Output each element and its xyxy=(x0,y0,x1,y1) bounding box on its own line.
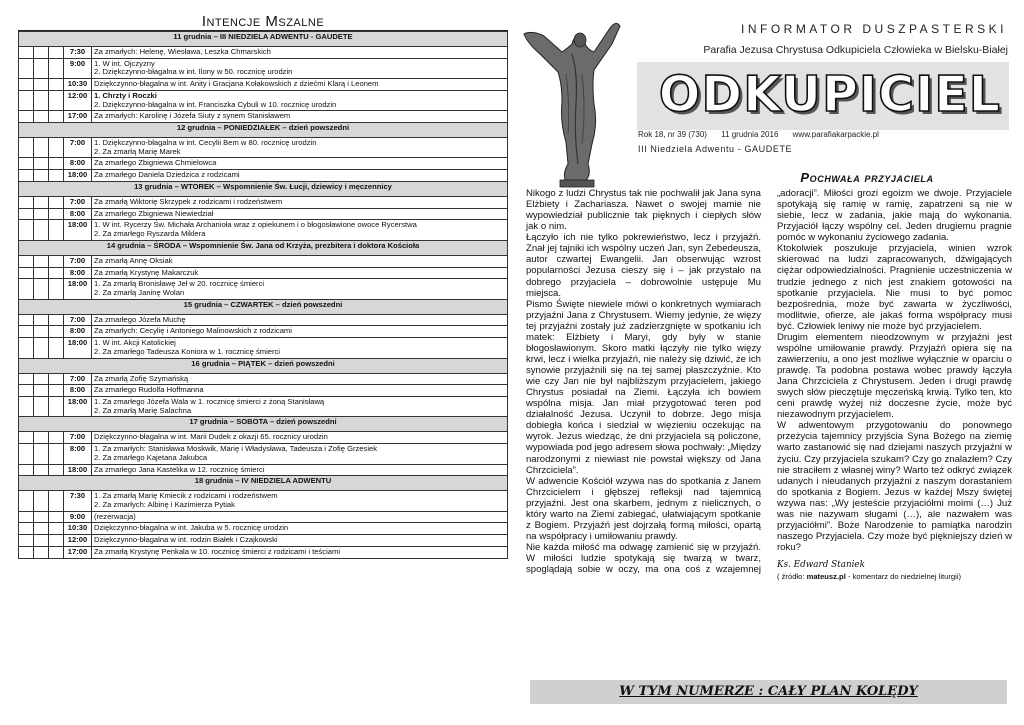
intention-line: 2. Za zmarłą Marię Marek xyxy=(94,146,181,156)
blank-cell xyxy=(19,267,34,279)
intention-row xyxy=(19,79,508,91)
blank-cell xyxy=(19,444,34,464)
intention-text xyxy=(92,90,508,110)
blank-cell xyxy=(49,444,64,464)
blank-cell xyxy=(34,326,49,338)
intention-line: 2. Za zmarłego Ryszarda Miklera xyxy=(94,229,206,239)
intention-text xyxy=(92,326,508,338)
mass-time: 18:00 xyxy=(64,279,92,299)
intention-line: Za zmarłego Józefa Muchę xyxy=(94,314,186,324)
mass-time: 7:00 xyxy=(64,255,92,267)
source-prefix: ( źródło: xyxy=(777,572,805,582)
parish-website: www.parafiakarpackie.pl xyxy=(792,130,879,139)
blank-cell xyxy=(34,511,49,523)
blank-cell xyxy=(19,158,34,170)
blank-cell xyxy=(49,47,64,59)
intention-line: Dziękczynno-błagalna w int. Marii Dudek z okazji 65. rocznicy urodzin xyxy=(94,432,328,442)
intention-text xyxy=(92,279,508,299)
intention-row xyxy=(19,255,508,267)
intention-row xyxy=(19,58,508,78)
mass-time: 18:00 xyxy=(64,464,92,476)
issue-number: Rok 18, nr 39 (730) xyxy=(638,130,707,139)
blank-cell xyxy=(19,546,34,558)
blank-cell xyxy=(34,158,49,170)
intention-line: 1. Za zmarłą Marię Kmiecik z rodzicami i rodzeństwem xyxy=(94,491,278,501)
intention-line: 1. Dziękczynno-błagalna w int. Cecylii Bem w 80. rocznicę urodzin xyxy=(94,138,317,148)
blank-cell xyxy=(49,432,64,444)
intention-text xyxy=(92,432,508,444)
intention-line: Dziękczynno-błagalna w int. Jakuba w 5. rocznicę urodzin xyxy=(94,523,289,533)
blank-cell xyxy=(34,546,49,558)
mass-time: 17:00 xyxy=(64,111,92,123)
mass-time: 18:00 xyxy=(64,396,92,416)
intention-text xyxy=(92,196,508,208)
blank-cell xyxy=(49,491,64,511)
blank-cell xyxy=(49,464,64,476)
article-paragraph: Nikogo z ludzi Chrystus tak nie pochwalił jak Jana syna Elżbiety i Zachariasza. Nawet o swojej mamie nie wypowiedział publicznie tak pięknych i ciepłych słów jak o nim. xyxy=(526,188,761,233)
article-source xyxy=(777,573,1012,582)
blank-cell xyxy=(34,385,49,397)
blank-cell xyxy=(49,255,64,267)
intention-line: Za zmarłych: Helenę, Wiesława, Leszka Chmarskich xyxy=(94,47,271,56)
intention-text xyxy=(92,138,508,158)
blank-cell xyxy=(34,58,49,78)
intention-text xyxy=(92,444,508,464)
mass-time: 7:00 xyxy=(64,314,92,326)
intention-text xyxy=(92,491,508,511)
day-heading: 18 grudnia – IV NIEDZIELA ADWENTU xyxy=(19,476,508,491)
intention-text xyxy=(92,158,508,170)
day-heading-row xyxy=(19,476,508,491)
blank-cell xyxy=(19,196,34,208)
mass-intentions-body xyxy=(19,32,508,559)
blank-cell xyxy=(19,279,34,299)
blank-cell xyxy=(49,396,64,416)
intention-text xyxy=(92,464,508,476)
blank-cell xyxy=(19,385,34,397)
mass-time: 10:30 xyxy=(64,523,92,535)
intention-text xyxy=(92,546,508,558)
mass-time: 7:30 xyxy=(64,491,92,511)
intention-text xyxy=(92,170,508,182)
day-heading: 11 grudnia – III NIEDZIELA ADWENTU - GAUDETE xyxy=(19,32,508,47)
masthead xyxy=(637,62,1009,130)
christ-statue-image xyxy=(522,14,622,189)
intention-text xyxy=(92,111,508,123)
mass-time: 12:00 xyxy=(64,535,92,547)
blank-cell xyxy=(19,314,34,326)
mass-time: 9:00 xyxy=(64,58,92,78)
blank-cell xyxy=(19,90,34,110)
intention-row xyxy=(19,546,508,558)
blank-cell xyxy=(19,138,34,158)
blank-cell xyxy=(19,511,34,523)
intention-line: Za zmarłego Zbigniewa Chmielowca xyxy=(94,158,217,168)
intention-text xyxy=(92,396,508,416)
intention-line: (rezerwacja) xyxy=(94,511,136,521)
intention-line: Za zmarłą Zofię Szymańską xyxy=(94,373,189,383)
blank-cell xyxy=(49,267,64,279)
article-body xyxy=(526,188,1012,678)
blank-cell xyxy=(19,220,34,240)
day-heading: 16 grudnia – PIĄTEK – dzień powszedni xyxy=(19,358,508,373)
day-heading: 14 grudnia – ŚRODA – Wspomnienie Św. Jana od Krzyża, prezbitera i doktora Kościoła xyxy=(19,240,508,255)
intention-row xyxy=(19,90,508,110)
blank-cell xyxy=(34,138,49,158)
blank-cell xyxy=(34,196,49,208)
intention-line: Za zmarłych: Karolinę i Józefa Siuty z synem Stanisławem xyxy=(94,111,291,121)
intention-line: 2. Za zmarłego Tadeusza Koniora w 1. rocznicę śmierci xyxy=(94,346,280,356)
blank-cell xyxy=(34,111,49,123)
blank-cell xyxy=(34,220,49,240)
article-paragraph: Pismo Święte niewiele mówi o konkretnych wymiarach przyjaźni Jana z Chrystusem. Wiemy jedynie, że więzy tej przyjaźni zostały już zadzierzgnięte w spotkaniu ich matek: Elżbiety i Maryi, gdy były w stanie błogosławionym. Skoro matki łączyły nie tylko więzy krwi, lecz i wielka przyjaźń, nie należy się dziwić, że ich synowie przyjaźnili się na tej samej płaszczyźnie. Kto wie czy Jan nie był najbliższym przyjacielem, jakiego Chrystus posiadał na Ziemi. Łączyła ich bowiem wspólna misja. Jan miał przygotować teren pod działalność Jezusa. Uczynił to dobrze. Jego misja dobiegła końca i siedział w więzieniu oczekując na wyrok. Jezus wiedząc, że dni przyjaciela są policzone, wypowiada pod jego adresem słowa pochwały: „Między narodzonymi z niewiast nie powstał większy od Jana Chrzciciela”. xyxy=(526,298,761,476)
intention-row xyxy=(19,338,508,358)
blank-cell xyxy=(49,338,64,358)
mass-time: 8:00 xyxy=(64,267,92,279)
intention-text xyxy=(92,267,508,279)
article-paragraph: Łączyło ich nie tylko pokrewieństwo, lecz i przyjaźń. Znał jej tajniki ich wspólny uczeń Jan, syn Zebedeusza, autor czwartej Ewangelii. Jan obserwując wzrost popularności Jezusa cieszy się i – jak przystało na dobrego przyjaciela – dobrowolnie ustępuje Mu miejsca. xyxy=(526,232,761,299)
intention-line: 1. W int. Ojczyzny xyxy=(94,58,155,68)
day-heading-row xyxy=(19,358,508,373)
blank-cell xyxy=(19,170,34,182)
blank-cell xyxy=(34,373,49,385)
intention-text xyxy=(92,385,508,397)
source-site: mateusz.pl xyxy=(806,572,846,582)
blank-cell xyxy=(34,79,49,91)
intention-line: Za zmarłych: Cecylię i Antoniego Malinowskich z rodzicami xyxy=(94,326,292,336)
intention-line: 1. Chrzty i Roczki xyxy=(94,90,157,100)
blank-cell xyxy=(49,170,64,182)
intention-row xyxy=(19,444,508,464)
intention-row xyxy=(19,279,508,299)
mass-time: 12:00 xyxy=(64,90,92,110)
bulletin-front-page xyxy=(512,0,1024,725)
intention-row xyxy=(19,385,508,397)
intention-line: Za zmarłego Rudolfa Hoffmanna xyxy=(94,385,204,395)
intencje-page xyxy=(18,12,508,717)
issue-banner: W TYM NUMERZE : CAŁY PLAN KOLĘDY xyxy=(530,680,1007,704)
issue-line xyxy=(638,130,1008,139)
blank-cell xyxy=(34,535,49,547)
intention-row xyxy=(19,267,508,279)
day-heading: 17 grudnia – SOBOTA – dzień powszedni xyxy=(19,417,508,432)
intention-text xyxy=(92,511,508,523)
blank-cell xyxy=(19,491,34,511)
intention-row xyxy=(19,491,508,511)
blank-cell xyxy=(49,111,64,123)
blank-cell xyxy=(19,79,34,91)
blank-cell xyxy=(49,138,64,158)
intention-line: 2. Za zmarłego Kajetana Jakubca xyxy=(94,452,208,462)
day-heading: 13 grudnia – WTOREK – Wspomnienie Św. Łucji, dziewicy i męczennicy xyxy=(19,181,508,196)
intention-line: Za zmarłą Annę Oksiak xyxy=(94,255,173,265)
informator-heading: INFORMATOR DUSZPASTERSKI xyxy=(740,22,1007,36)
mass-time: 7:30 xyxy=(64,47,92,59)
intention-line: 2. Dziękczynno-błagalna w int. Franciszka Cybuli w 10. rocznicę urodzin xyxy=(94,99,337,109)
blank-cell xyxy=(19,396,34,416)
blank-cell xyxy=(19,523,34,535)
intention-text xyxy=(92,255,508,267)
blank-cell xyxy=(19,432,34,444)
mass-time: 8:00 xyxy=(64,444,92,464)
blank-cell xyxy=(19,58,34,78)
blank-cell xyxy=(49,546,64,558)
blank-cell xyxy=(34,314,49,326)
blank-cell xyxy=(49,314,64,326)
article-paragraph: Ktokolwiek poszukuje przyjaciela, winien wzrok skierować na ludzi zapracowanych, dźwigających ciężar odpowiedzialności. Pragnienie uczestniczenia w trudzie jednego z nich jest znakiem gotowości na spotkanie przyjaciela. Nie musi to być pomoc bezpośrednia, może być zawarta w życzliwości, modlitwie, ofierze, ale jakaś forma współpracy musi być. Człowiek leniwy nie może być przyjacielem. xyxy=(777,243,1012,332)
mass-time: 8:00 xyxy=(64,158,92,170)
intention-row xyxy=(19,396,508,416)
mass-time: 8:00 xyxy=(64,208,92,220)
intention-line: Za zmarłego Daniela Dziedzica z rodzicami xyxy=(94,170,240,180)
blank-cell xyxy=(49,385,64,397)
blank-cell xyxy=(19,464,34,476)
intention-line: Za zmarłą Wiktorię Skrzypek z rodzicami i rodzeństwem xyxy=(94,196,283,206)
intention-text xyxy=(92,47,508,59)
mass-time: 10:30 xyxy=(64,79,92,91)
intention-text xyxy=(92,220,508,240)
intention-row xyxy=(19,220,508,240)
intention-line: Za zmarłego Jana Kastelika w 12. rocznicę śmierci xyxy=(94,464,265,474)
article-paragraph: Nie każda miłość ma odwagę zamienić się w przyjaźń. W miłości ludzie spotykają się twarzą w twarz, spoglądają sobie w oczy, ma ona coś z wzajemnej „adoracji”. Miłości grozi egoizm we dwoje. Przyjaciele spotykają się ramię w ramię, zapatrzeni są nie w siebie, lecz w zadania, jakie mają do wykonania. Przyjaciół łączy wspólny cel. Jeden drugiemu pragnie pomóc w wykonaniu życiowego zadania. xyxy=(526,188,1012,576)
blank-cell xyxy=(34,90,49,110)
blank-cell xyxy=(34,396,49,416)
day-heading: 12 grudnia – PONIEDZIAŁEK – dzień powszedni xyxy=(19,123,508,138)
mass-time: 7:00 xyxy=(64,432,92,444)
blank-cell xyxy=(34,491,49,511)
mass-time: 18:00 xyxy=(64,338,92,358)
blank-cell xyxy=(34,338,49,358)
blank-cell xyxy=(34,279,49,299)
mass-time: 7:00 xyxy=(64,138,92,158)
intention-line: 1. W int. Akcji Katolickiej xyxy=(94,338,176,348)
intention-row xyxy=(19,535,508,547)
blank-cell xyxy=(49,326,64,338)
blank-cell xyxy=(34,208,49,220)
blank-cell xyxy=(49,373,64,385)
blank-cell xyxy=(19,535,34,547)
parish-name: Parafia Jezusa Chrystusa Odkupiciela Człowieka w Bielsku-Białej xyxy=(703,44,1008,56)
blank-cell xyxy=(34,255,49,267)
mass-time: 8:00 xyxy=(64,326,92,338)
blank-cell xyxy=(49,90,64,110)
intention-line: 2. Za zmarłą Marię Salachna xyxy=(94,405,192,415)
blank-cell xyxy=(49,535,64,547)
intention-row xyxy=(19,373,508,385)
mass-time: 7:00 xyxy=(64,373,92,385)
masthead-title: ODKUPICIEL xyxy=(658,66,1001,123)
intention-row xyxy=(19,523,508,535)
blank-cell xyxy=(34,47,49,59)
intention-row xyxy=(19,326,508,338)
liturgical-day: III Niedziela Adwentu - GAUDETE xyxy=(638,144,793,154)
source-suffix: - komentarz do niedzielnej liturgii) xyxy=(847,572,962,582)
blank-cell xyxy=(49,511,64,523)
blank-cell xyxy=(49,58,64,78)
intention-text xyxy=(92,314,508,326)
blank-cell xyxy=(49,220,64,240)
intention-line: 2. Za zmarłą Janinę Wolan xyxy=(94,287,185,297)
day-heading-row xyxy=(19,181,508,196)
blank-cell xyxy=(49,158,64,170)
day-heading-row xyxy=(19,123,508,138)
intention-line: 1. W int. Rycerzy Św. Michała Archanioła wraz z opiekunem i o błogosławione owoce Rycerstwa xyxy=(94,220,417,230)
blank-cell xyxy=(19,208,34,220)
intention-line: 2. Dziękczynno-błagalna w int. Ilony w 50. rocznicę urodzin xyxy=(94,67,293,77)
day-heading: 15 grudnia – CZWARTEK – dzień powszedni xyxy=(19,299,508,314)
blank-cell xyxy=(19,373,34,385)
article-paragraph: Drugim elementem nieodzownym w przyjaźni jest wspólne umiłowanie prawdy. Przyjaźń opiera się na zawierzeniu, a ono jest możliwe wyłącznie w oparciu o prawdę. Ta podobna postawa wobec prawdy łączyła Jana Chrzciciela z Chrystusem. Jeden i drugi prawdę swych słów pieczętuje męczeńską krwią. Tylko ten, kto ceni prawdę wyżej niż doczesne życie, może być niezawodnym przyjacielem. xyxy=(777,331,1012,421)
mass-intentions-table xyxy=(18,31,508,559)
intention-row xyxy=(19,196,508,208)
blank-cell xyxy=(34,444,49,464)
intention-text xyxy=(92,535,508,547)
intention-line: Za zmarłego Zbigniewa Niewiedział xyxy=(94,208,214,218)
intention-row xyxy=(19,511,508,523)
blank-cell xyxy=(49,208,64,220)
intention-row xyxy=(19,432,508,444)
blank-cell xyxy=(49,279,64,299)
mass-time: 18:00 xyxy=(64,220,92,240)
intention-row xyxy=(19,170,508,182)
mass-time: 8:00 xyxy=(64,385,92,397)
blank-cell xyxy=(34,432,49,444)
blank-cell xyxy=(19,255,34,267)
intention-line: 1. Za zmarłych: Stanisława Moskwik, Marię i Władysława, Tadeusza i Zofię Grzesiek xyxy=(94,444,378,454)
intention-line: Za zmarłą Krystynę Penkala w 10. rocznicę śmierci z rodzicami i teściami xyxy=(94,546,341,556)
intention-text xyxy=(92,373,508,385)
intention-row xyxy=(19,208,508,220)
article-author: Ks. Edward Staniek xyxy=(777,560,865,571)
mass-time: 7:00 xyxy=(64,196,92,208)
blank-cell xyxy=(19,338,34,358)
blank-cell xyxy=(49,79,64,91)
blank-cell xyxy=(34,267,49,279)
blank-cell xyxy=(34,170,49,182)
intention-line: 1. Za zmarłego Józefa Wala w 1. rocznicę śmierci z żoną Stanisławą xyxy=(94,396,325,406)
intention-line: Dziękczynno-błagalna w int. rodzin Białek i Czajkowski xyxy=(94,535,278,545)
intention-text xyxy=(92,523,508,535)
blank-cell xyxy=(19,47,34,59)
blank-cell xyxy=(19,326,34,338)
intention-row xyxy=(19,314,508,326)
intention-line: Dziękczynno-błagalna w int. Anity i Gracjana Kołakowskich z dziećmi Klarą i Leonem xyxy=(94,79,379,89)
mass-time: 9:00 xyxy=(64,511,92,523)
intention-text xyxy=(92,58,508,78)
blank-cell xyxy=(19,111,34,123)
intention-row xyxy=(19,138,508,158)
day-heading-row xyxy=(19,240,508,255)
blank-cell xyxy=(34,464,49,476)
intencje-title: Intencje Mszalne xyxy=(18,12,508,31)
issue-date: 11 grudnia 2016 xyxy=(721,130,779,139)
intention-text xyxy=(92,79,508,91)
article-paragraph: W adwencie Kościół wzywa nas do spotkania z Janem Chrzcicielem i głębszej refleksji nad tajemnicą przyjaźni. Jest ona skarbem, jednym z nielicznych, o który warto na Ziemi zabiegać, ułatwiającym spotkanie z Bogiem. Przyjaźń jest dojrzałą formą miłości, opartą na współpracy i umiłowaniu prawdy. xyxy=(526,475,761,542)
intention-row xyxy=(19,158,508,170)
intention-line: 2. Za zmarłych: Albinę i Kazimierza Pytiak xyxy=(94,500,235,509)
day-heading-row xyxy=(19,32,508,47)
day-heading-row xyxy=(19,417,508,432)
intention-text xyxy=(92,208,508,220)
blank-cell xyxy=(34,523,49,535)
article-title: Pochwała przyjaciela xyxy=(800,170,934,185)
intention-row xyxy=(19,464,508,476)
blank-cell xyxy=(49,196,64,208)
intention-line: Za zmarłą Krystynę Makarczuk xyxy=(94,267,199,277)
blank-cell xyxy=(49,523,64,535)
mass-time: 17:00 xyxy=(64,546,92,558)
article-paragraph: W adwentowym przygotowaniu do ponownego przeżycia tajemnicy przyjścia Syna Bożego na ziemię warto zastanowić się nad dziejami naszych przyjaźni w życiu. Czy przyjaciela szukam? Czy go znalazłem? Czy nie straciłem z własnej winy? Warto też odkryć związek udanych i nieudanych przyjaźni z naszym dorastaniem do spotkania z Bogiem. Jezus w każdej Mszy świętej wzywa nas: „Wy jesteście przyjaciółmi moimi (…) Już was nie nazywam sługami (…), ale nazwałem was przyjaciółmi”. Boże Narodzenie to pamiątka narodzin naszego Przyjaciela. Czy może być piękniejszy dzień w roku? xyxy=(777,420,1012,553)
intention-row xyxy=(19,47,508,59)
intention-row xyxy=(19,111,508,123)
mass-time: 18:00 xyxy=(64,170,92,182)
day-heading-row xyxy=(19,299,508,314)
intention-text xyxy=(92,338,508,358)
intention-line: 1. Za zmarłą Bronisławę Jeł w 20. rocznicę śmierci xyxy=(94,279,265,289)
